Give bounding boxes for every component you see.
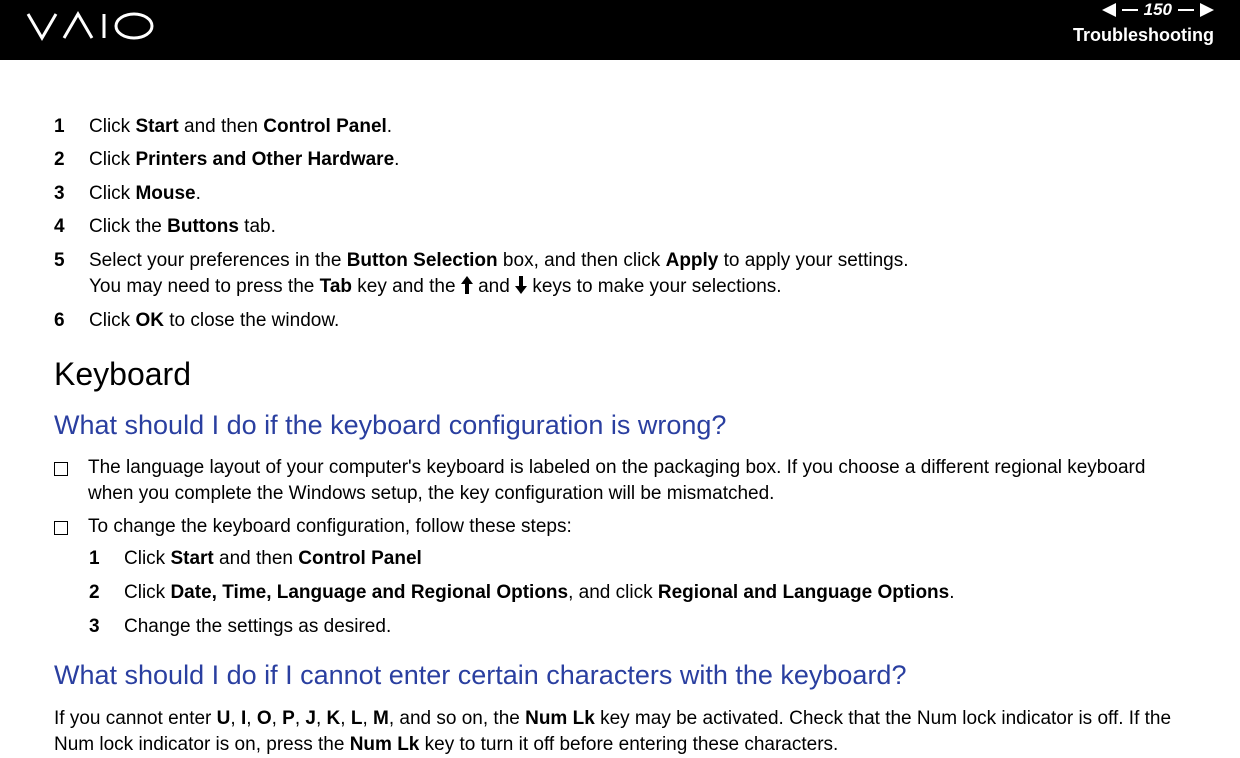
question-heading-characters: What should I do if I cannot enter certain characters with the keyboard? [54,660,907,690]
checkbox-bullet-icon [54,462,68,476]
step-4: 4 Click the Buttons tab. [54,216,276,237]
page-navigation [1102,0,1214,20]
down-arrow-key-icon [515,276,527,294]
step-2: 2 Click Printers and Other Hardware. [54,149,400,170]
previous-page-arrow-icon[interactable] [1102,3,1116,17]
nav-line [1122,9,1138,11]
substep-3: 3 Change the settings as desired. [89,616,392,637]
page-number: 150 [1143,0,1172,19]
page-header [0,0,1240,60]
substep-1: 1 Click Start and then Control Panel [89,548,422,569]
substep-2: 2 Click Date, Time, Language and Regional Options, and click Regional and Language Options. [89,582,955,603]
vaio-logo [26,9,156,43]
step-5: 5 Select your preferences in the Button Selection box, and then click Apply to apply your settings. You may need to press the Tab key and the and keys to make your selections. [54,250,909,297]
step-5-note: You may need to press the Tab key and the and keys to make your selections. [89,276,782,297]
answer-paragraph: If you cannot enter U, I, O, P, J, K, L, M, and so on, the Num Lk key may be activated. Check that the Num lock indicator is off. If the Num lock indicator is on, press the Num Lk key to turn it off before entering these characters. [54,708,1172,755]
section-title: Troubleshooting [1073,25,1214,45]
question-heading-configuration: What should I do if the keyboard configuration is wrong? [54,410,727,440]
bullet-item: The language layout of your computer's keyboard is labeled on the packaging box. If you choose a different regional keyboard when you complete the Windows setup, the key configuration will be mismatched. [54,455,1184,507]
nav-line [1178,9,1194,11]
up-arrow-key-icon [461,276,473,294]
keyboard-heading: Keyboard [54,356,191,392]
step-3: 3 Click Mouse. [54,183,201,204]
checkbox-bullet-icon [54,521,68,535]
step-1: 1 Click Start and then Control Panel. [54,116,393,137]
bullet-item: To change the keyboard configuration, follow these steps: [54,514,1184,540]
next-page-arrow-icon[interactable] [1200,3,1214,17]
step-6: 6 Click OK to close the window. [54,310,340,331]
